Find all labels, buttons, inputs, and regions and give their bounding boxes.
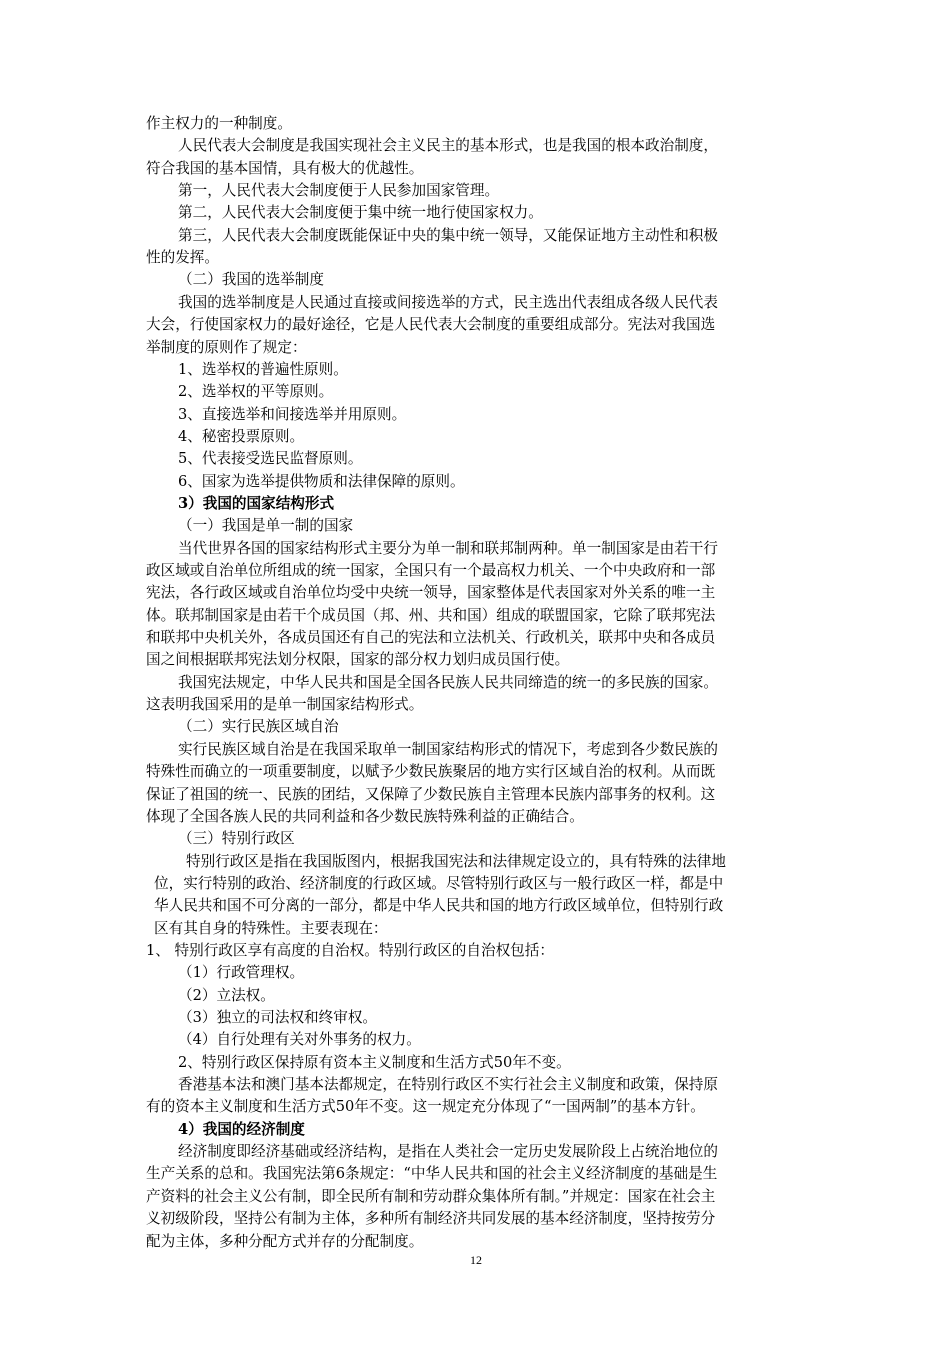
- text-line: 华人民共和国不可分离的一部分，都是中华人民共和国的地方行政区域单位，但特别行政: [154, 897, 724, 914]
- text-line: 实行民族区域自治是在我国采取单一制国家结构形式的情况下，考虑到各少数民族的: [178, 741, 718, 758]
- text-line: 有的资本主义制度和生活方式50年不变。这一规定充分体现了“一国两制”的基本方针。: [146, 1098, 705, 1115]
- text-line: 政区域或自治单位所组成的统一国家，全国只有一个最高权力机关、一个中央政府和一部: [146, 562, 716, 579]
- text-line: 我国的选举制度是人民通过直接或间接选举的方式，民主选出代表组成各级人民代表: [178, 294, 718, 311]
- text-line: 国之间根据联邦宪法划分权限，国家的部分权力划归成员国行使。: [146, 651, 570, 668]
- text-line: 2、选举权的平等原则。: [178, 383, 334, 400]
- text-line: 和联邦中央机关外，各成员国还有自己的宪法和立法机关、行政机关，联邦中央和各成员: [146, 629, 716, 646]
- text-line: 位，实行特别的政治、经济制度的行政区域。尽管特别行政区与一般行政区一样，都是中: [154, 875, 724, 892]
- text-line: 特别行政区是指在我国版图内，根据我国宪法和法律规定设立的，具有特殊的法律地: [186, 853, 726, 870]
- text-line: 这表明我国采用的是单一制国家结构形式。: [146, 696, 424, 713]
- text-line: 3、直接选举和间接选举并用原则。: [178, 406, 407, 423]
- text-line: 性的发挥。: [146, 249, 219, 266]
- text-line: （一）我国是单一制的国家: [178, 517, 354, 534]
- text-line: 体。联邦制国家是由若干个成员国（邦、州、共和国）组成的联盟国家，它除了联邦宪法: [146, 607, 716, 624]
- text-line: 第二，人民代表大会制度便于集中统一地行使国家权力。: [178, 204, 543, 221]
- text-line: 区有其自身的特殊性。主要表现在：: [154, 920, 388, 937]
- text-line: 第一，人民代表大会制度便于人民参加国家管理。: [178, 182, 500, 199]
- text-line: 特殊性而确立的一项重要制度，以赋予少数民族聚居的地方实行区域自治的权利。从而既: [146, 763, 716, 780]
- text-line: 经济制度即经济基础或经济结构，是指在人类社会一定历史发展阶段上占统治地位的: [178, 1143, 718, 1160]
- section-heading: 4）我国的经济制度: [178, 1121, 305, 1138]
- text-line: （2）立法权。: [178, 987, 275, 1004]
- text-line: （4）自行处理有关对外事务的权力。: [178, 1031, 421, 1048]
- text-line: （三）特别行政区: [178, 830, 295, 847]
- text-line: 宪法，各行政区域或自治单位均受中央统一领导，国家整体是代表国家对外关系的唯一主: [146, 584, 716, 601]
- text-line: 1、 特别行政区享有高度的自治权。特别行政区的自治权包括：: [146, 942, 554, 959]
- text-line: 举制度的原则作了规定：: [146, 339, 307, 356]
- text-line: 5、代表接受选民监督原则。: [178, 450, 363, 467]
- page-number: 12: [470, 1253, 482, 1267]
- text-line: 当代世界各国的国家结构形式主要分为单一制和联邦制两种。单一制国家是由若干行: [178, 540, 718, 557]
- text-line: 大会，行使国家权力的最好途径，它是人民代表大会制度的重要组成部分。宪法对我国选: [146, 316, 716, 333]
- text-line: 1、选举权的普遍性原则。: [178, 361, 348, 378]
- text-line: （二）我国的选举制度: [178, 271, 324, 288]
- text-line: 我国宪法规定，中华人民共和国是全国各民族人民共同缔造的统一的多民族的国家。: [178, 674, 718, 691]
- text-line: 保证了祖国的统一、民族的团结，又保障了少数民族自主管理本民族内部事务的权利。这: [146, 786, 716, 803]
- text-line: （二）实行民族区域自治: [178, 718, 339, 735]
- text-line: 符合我国的基本国情，具有极大的优越性。: [146, 160, 424, 177]
- text-line: （3）独立的司法权和终审权。: [178, 1009, 378, 1026]
- text-line: 人民代表大会制度是我国实现社会主义民主的基本形式，也是我国的根本政治制度，: [178, 137, 718, 154]
- text-line: 产资料的社会主义公有制，即全民所有制和劳动群众集体所有制。”并规定：国家在社会主: [146, 1188, 716, 1205]
- text-line: 配为主体，多种分配方式并存的分配制度。: [146, 1233, 424, 1250]
- text-line: 2、特别行政区保持原有资本主义制度和生活方式50年不变。: [178, 1054, 571, 1071]
- text-line: （1）行政管理权。: [178, 964, 305, 981]
- text-line: 体现了全国各族人民的共同利益和各少数民族特殊利益的正确结合。: [146, 808, 584, 825]
- text-line: 义初级阶段，坚持公有制为主体，多种所有制经济共同发展的基本经济制度，坚持按劳分: [146, 1210, 716, 1227]
- text-line: 4、秘密投票原则。: [178, 428, 305, 445]
- section-heading: 3）我国的国家结构形式: [178, 495, 335, 512]
- text-line: 6、国家为选举提供物质和法律保障的原则。: [178, 473, 465, 490]
- text-line: 第三，人民代表大会制度既能保证中央的集中统一领导，又能保证地方主动性和积极: [178, 227, 718, 244]
- text-line: 作主权力的一种制度。: [146, 115, 292, 132]
- text-line: 生产关系的总和。我国宪法第6条规定：“中华人民共和国的社会主义经济制度的基础是生: [146, 1165, 718, 1182]
- text-line: 香港基本法和澳门基本法都规定，在特别行政区不实行社会主义制度和政策，保持原: [178, 1076, 718, 1093]
